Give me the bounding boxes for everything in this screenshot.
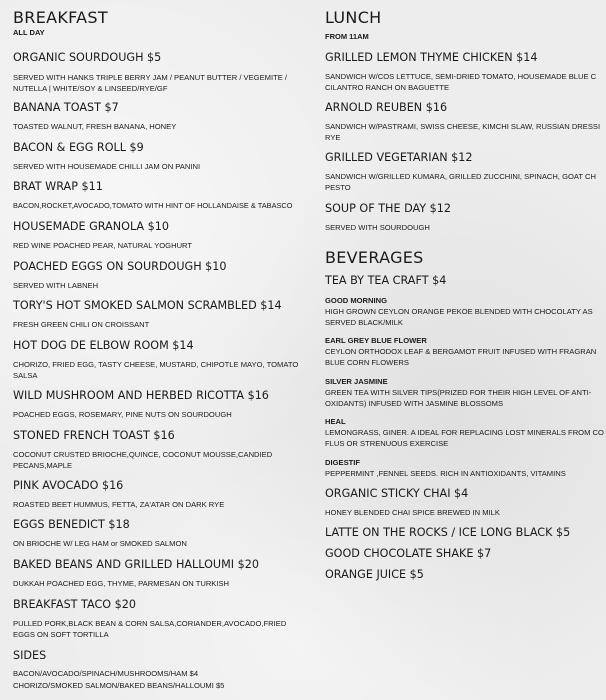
beverage-item: ORANGE JUICE $5 <box>325 568 424 581</box>
item-desc: SANDWICH W/COS LETTUCE, SEMI-DRIED TOMATO, HOUSEMADE BLUE C <box>325 72 597 81</box>
tea-desc: LEMONGRASS, GINER. A IDEAL FOR REPLACING LOST MINERALS FROM CO <box>325 428 604 437</box>
lunch-title: LUNCH <box>325 8 382 27</box>
menu-item <box>13 299 313 330</box>
item-name: BRAT WRAP $11 <box>13 180 103 193</box>
tea-entry <box>325 416 604 449</box>
tea-desc: GREEN TEA WITH SILVER TIPS(PRIZED FOR THEIR HIGH LEVEL OF ANTI- <box>325 388 592 397</box>
item-desc: FRESH GREEN CHILI ON CROISSANT <box>13 320 150 329</box>
item-name: GRILLED LEMON THYME CHICKEN $14 <box>325 51 538 64</box>
menu-item <box>13 220 313 251</box>
item-desc-cont: CILANTRO RANCH ON BAGUETTE <box>325 83 450 92</box>
item-name: BANANA TOAST $7 <box>13 101 119 114</box>
tea-desc-cont: FLUS OR STRENUOUS EXERCISE <box>325 439 449 448</box>
item-name: BACON & EGG ROLL $9 <box>13 141 144 154</box>
item-name: BREAKFAST TACO $20 <box>13 598 137 611</box>
menu-item <box>325 151 596 193</box>
menu-item <box>13 339 303 381</box>
beverage-item: LATTE ON THE ROCKS / ICE LONG BLACK $5 <box>325 526 571 539</box>
menu-item <box>13 518 313 549</box>
item-desc: BACON/AVOCADO/SPINACH/MUSHROOMS/HAM $4 CHORIZO/SMOKED SALMON/BAKED BEANS/HALLOUMI $5 <box>13 669 225 690</box>
item-name: SOUP OF THE DAY $12 <box>325 202 452 215</box>
lunch-subtitle: FROM 11AM <box>325 32 369 41</box>
item-name: ARNOLD REUBEN $16 <box>325 101 448 114</box>
tea-name: GOOD MORNING <box>325 296 388 305</box>
lunch-beverage-column <box>325 0 606 700</box>
menu-item <box>13 260 313 291</box>
item-name: HOT DOG DE ELBOW ROOM $14 <box>13 339 194 352</box>
tea-desc: CEYLON ORTHODOX LEAF & BERGAMOT FRUIT INFUSED WITH FRAGRAN <box>325 347 597 356</box>
menu-item <box>13 389 313 420</box>
item-desc: TOASTED WALNUT, FRESH BANANA, HONEY <box>13 122 177 131</box>
tea-title: TEA BY TEA CRAFT $4 <box>325 274 447 287</box>
menu-item <box>13 101 313 132</box>
item-name: EGGS BENEDICT $18 <box>13 518 130 531</box>
item-desc-cont: PESTO <box>325 183 351 192</box>
menu-item <box>13 479 313 510</box>
menu-item <box>325 51 596 93</box>
item-name: SIDES <box>13 649 47 662</box>
item-desc: SANDWICH W/GRILLED KUMARA, GRILLED ZUCCHINI, SPINACH, GOAT CH <box>325 172 597 181</box>
item-name: WILD MUSHROOM AND HERBED RICOTTA $16 <box>13 389 269 402</box>
beverage-item: GOOD CHOCOLATE SHAKE $7 <box>325 547 492 560</box>
tea-entry <box>325 376 591 409</box>
item-desc: SERVED WITH LABNEH <box>13 281 99 290</box>
item-name: TORY'S HOT SMOKED SALMON SCRAMBLED $14 <box>13 299 282 312</box>
chai-name: ORGANIC STICKY CHAI $4 <box>325 487 469 500</box>
tea-desc-cont: SERVED BLACK/MILK <box>325 318 403 327</box>
tea-entry <box>325 295 593 328</box>
item-desc-cont: RYE <box>325 133 341 142</box>
tea-entry <box>325 457 566 479</box>
item-desc: RED WINE POACHED PEAR, NATURAL YOGHURT <box>13 241 193 250</box>
menu-item <box>13 180 313 211</box>
tea-desc: HIGH GROWN CEYLON ORANGE PEKOE BLENDED WITH CHOCOLATY AS <box>325 307 593 316</box>
item-desc: ROASTED BEET HUMMUS, FETTA, ZA'ATAR ON DARK RYE <box>13 500 225 509</box>
menu-item <box>13 558 313 589</box>
item-desc: SANDWICH W/PASTRAMI, SWISS CHEESE, KIMCHI SLAW, RUSSIAN DRESSI <box>325 122 601 131</box>
item-name: HOUSEMADE GRANOLA $10 <box>13 220 169 233</box>
item-desc: DUKKAH POACHED EGG, THYME, PARMESAN ON TURKISH <box>13 579 230 588</box>
tea-desc: PEPPERMINT ,FENNEL SEEDS. RICH IN ANTIOXIDANTS, VITAMINS <box>325 469 566 478</box>
menu-item <box>325 101 600 143</box>
item-desc: ON BRIOCHE W/ LEG HAM or SMOKED SALMON <box>13 539 187 548</box>
item-name: GRILLED VEGETARIAN $12 <box>325 151 473 164</box>
item-desc: BACON,ROCKET,AVOCADO,TOMATO WITH HINT OF HOLLANDAISE & TABASCO <box>13 201 293 210</box>
menu-item <box>13 429 288 471</box>
item-name: PINK AVOCADO $16 <box>13 479 124 492</box>
item-desc: PULLED PORK,BLACK BEAN & CORN SALSA,CORIANDER,AVOCADO,FRIED EGGS ON SOFT TORTILLA <box>13 619 287 639</box>
item-name: BAKED BEANS AND GRILLED HALLOUMI $20 <box>13 558 259 571</box>
tea-name: EARL GREY BLUE FLOWER <box>325 336 427 345</box>
item-desc: COCONUT CRUSTED BRIOCHE,QUINCE, COCONUT MOUSSE,CANDIED PECANS,MAPLE <box>13 450 273 470</box>
breakfast-subtitle: ALL DAY <box>13 28 45 37</box>
menu-item <box>13 649 313 692</box>
item-name: STONED FRENCH TOAST $16 <box>13 429 175 442</box>
item-desc: SERVED WITH SOURDOUGH <box>325 223 430 232</box>
chai-desc: HONEY BLENDED CHAI SPICE BREWED IN MILK <box>325 508 500 517</box>
tea-name: SILVER JASMINE <box>325 377 388 386</box>
beverages-title: BEVERAGES <box>325 248 424 267</box>
tea-desc-cont: BLUE CORN FLOWERS <box>325 358 409 367</box>
item-desc: SERVED WITH HOUSEMADE CHILLI JAM ON PANINI <box>13 162 201 171</box>
item-desc: CHORIZO, FRIED EGG, TASTY CHEESE, MUSTARD, CHIPOTLE MAYO, TOMATO SALSA <box>13 360 299 380</box>
item-desc: SERVED WITH HANKS TRIPLE BERRY JAM / PEANUT BUTTER / VEGEMITE / NUTELLA | WHITE/SOY & LINSEED/RYE/GF <box>13 73 287 93</box>
menu-item <box>325 202 451 233</box>
item-name: ORGANIC SOURDOUGH $5 <box>13 51 162 64</box>
item-desc: POACHED EGGS, ROSEMARY, PINE NUTS ON SOURDOUGH <box>13 410 232 419</box>
menu-item <box>13 598 305 640</box>
menu-item <box>325 487 500 518</box>
tea-entry <box>325 335 596 368</box>
menu-item <box>13 51 313 94</box>
tea-desc-cont: OXIDANTS) INFUSED WITH JASMINE BLOSSOMS <box>325 399 504 408</box>
menu-item <box>13 141 313 172</box>
breakfast-title: BREAKFAST <box>13 8 108 27</box>
tea-name: DIGESTIF <box>325 458 361 467</box>
tea-name: HEAL <box>325 417 346 426</box>
item-name: POACHED EGGS ON SOURDOUGH $10 <box>13 260 227 273</box>
